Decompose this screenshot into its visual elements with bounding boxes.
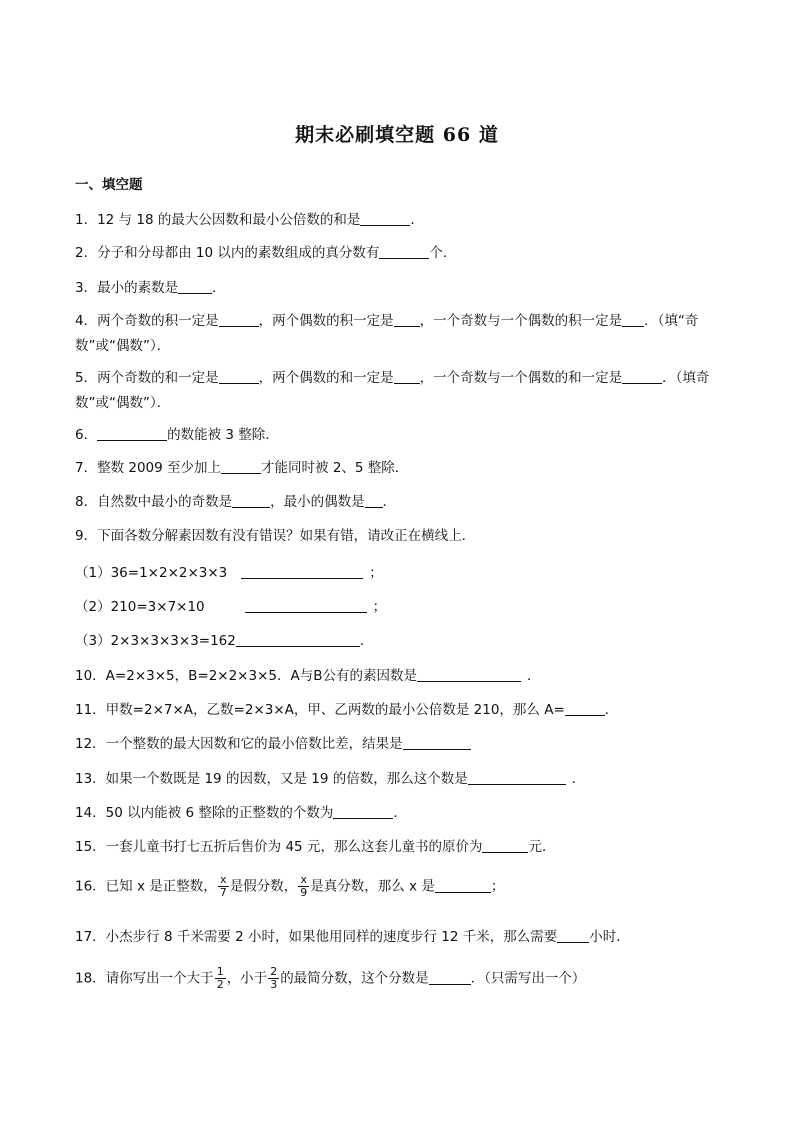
question-16: 16．已知 x 是正整数， $\frac{x}{7}$ 是假分数， $\frac{x}{9}$ 是真分数，那么 x 是 ； <box>75 873 505 899</box>
answer-blank[interactable] <box>429 970 471 985</box>
page-title: 期末必刷填空题 66 道 <box>295 124 499 146</box>
question-18: 18．请你写出一个大于 $\frac{1}{2}$ ，小于 $\frac{2}{3}$ 的最简分数，这个分数是 ．（只需写出一个） <box>75 965 586 991</box>
answer-blank[interactable] <box>622 369 662 384</box>
answer-blank[interactable] <box>557 928 589 943</box>
question-11: 11．甲数=2×7×A，乙数=2×3×A，甲、乙两数的最小公倍数是 210，那么 A= ． <box>75 702 619 718</box>
question-3: 3．最小的素数是 ． <box>75 280 226 296</box>
answer-blank[interactable] <box>221 459 261 474</box>
section-heading: 一、填空题 <box>75 177 143 193</box>
answer-blank[interactable] <box>394 369 420 384</box>
question-7: 7．整数 2009 至少加上 才能同时被 2、5 整除． <box>75 460 409 476</box>
answer-blank[interactable] <box>435 878 491 893</box>
fraction-x-over-9: $\frac{x}{9}$ <box>300 873 308 899</box>
question-9-2: （2）210=3×7×10 ； <box>75 599 387 615</box>
fraction-two-thirds: $\frac{2}{3}$ <box>270 965 278 991</box>
answer-blank[interactable] <box>97 426 167 441</box>
question-6: 6． 的数能被 3 整除． <box>75 427 279 443</box>
fraction-one-half: $\frac{1}{2}$ <box>216 965 224 991</box>
answer-blank[interactable] <box>333 804 393 819</box>
fraction-x-over-7: $\frac{x}{7}$ <box>219 873 227 899</box>
question-17: 17．小杰步行 8 千米需要 2 小时，如果他用同样的速度步行 12 千米，那么需要 小时． <box>75 929 630 945</box>
answer-blank[interactable] <box>178 279 212 294</box>
answer-blank[interactable] <box>622 312 644 327</box>
question-2: 2．分子和分母都由 10 以内的素数组成的真分数有 个． <box>75 245 457 261</box>
question-12: 12．一个整数的最大因数和它的最小倍数比差，结果是 <box>75 735 471 753</box>
question-10: 10．A=2×3×5，B=2×2×3×5．A与B公有的素因数是 ． <box>75 668 541 684</box>
answer-blank[interactable] <box>482 838 528 853</box>
answer-blank[interactable] <box>468 770 566 785</box>
answer-blank[interactable] <box>565 701 605 716</box>
answer-blank[interactable] <box>236 632 360 647</box>
question-1: 1．12 与 18 的最大公因数和最小公倍数的和是 ． <box>75 212 424 228</box>
answer-blank[interactable] <box>232 493 270 508</box>
question-4: 4．两个奇数的积一定是 ，两个偶数的积一定是 ，一个奇数与一个偶数的积一定是 ．（填“奇数”或“偶数”）． <box>75 313 699 354</box>
question-9-1: （1）36=1×2×2×3×3 ； <box>75 565 383 581</box>
answer-blank[interactable] <box>403 735 471 750</box>
question-9-3: （3）2×3×3×3×3=162 . <box>75 633 365 649</box>
question-8: 8．自然数中最小的奇数是 ，最小的偶数是 ． <box>75 494 397 510</box>
answer-blank[interactable] <box>417 667 521 682</box>
question-14: 14．50 以内能被 6 整除的正整数的个数为 ． <box>75 805 407 821</box>
answer-blank[interactable] <box>365 493 383 508</box>
answer-blank[interactable] <box>219 312 259 327</box>
answer-blank[interactable] <box>394 312 420 327</box>
question-5: 5．两个奇数的和一定是 ，两个偶数的和一定是 ，一个奇数与一个偶数的和一定是 ．（填奇数”或“偶数”）． <box>75 370 710 411</box>
answer-blank[interactable] <box>360 211 410 226</box>
answer-blank[interactable] <box>219 369 259 384</box>
question-13: 13．如果一个数既是 19 的因数，又是 19 的倍数，那么这个数是 ． <box>75 771 586 787</box>
question-15: 15．一套儿童书打七五折后售价为 45 元，那么这套儿童书的原价为 元． <box>75 839 556 855</box>
answer-blank[interactable] <box>241 564 363 579</box>
answer-blank[interactable] <box>245 598 367 613</box>
question-9: 9．下面各数分解素因数有没有错误？如果有错，请改正在横线上. <box>75 528 466 544</box>
answer-blank[interactable] <box>379 244 429 259</box>
